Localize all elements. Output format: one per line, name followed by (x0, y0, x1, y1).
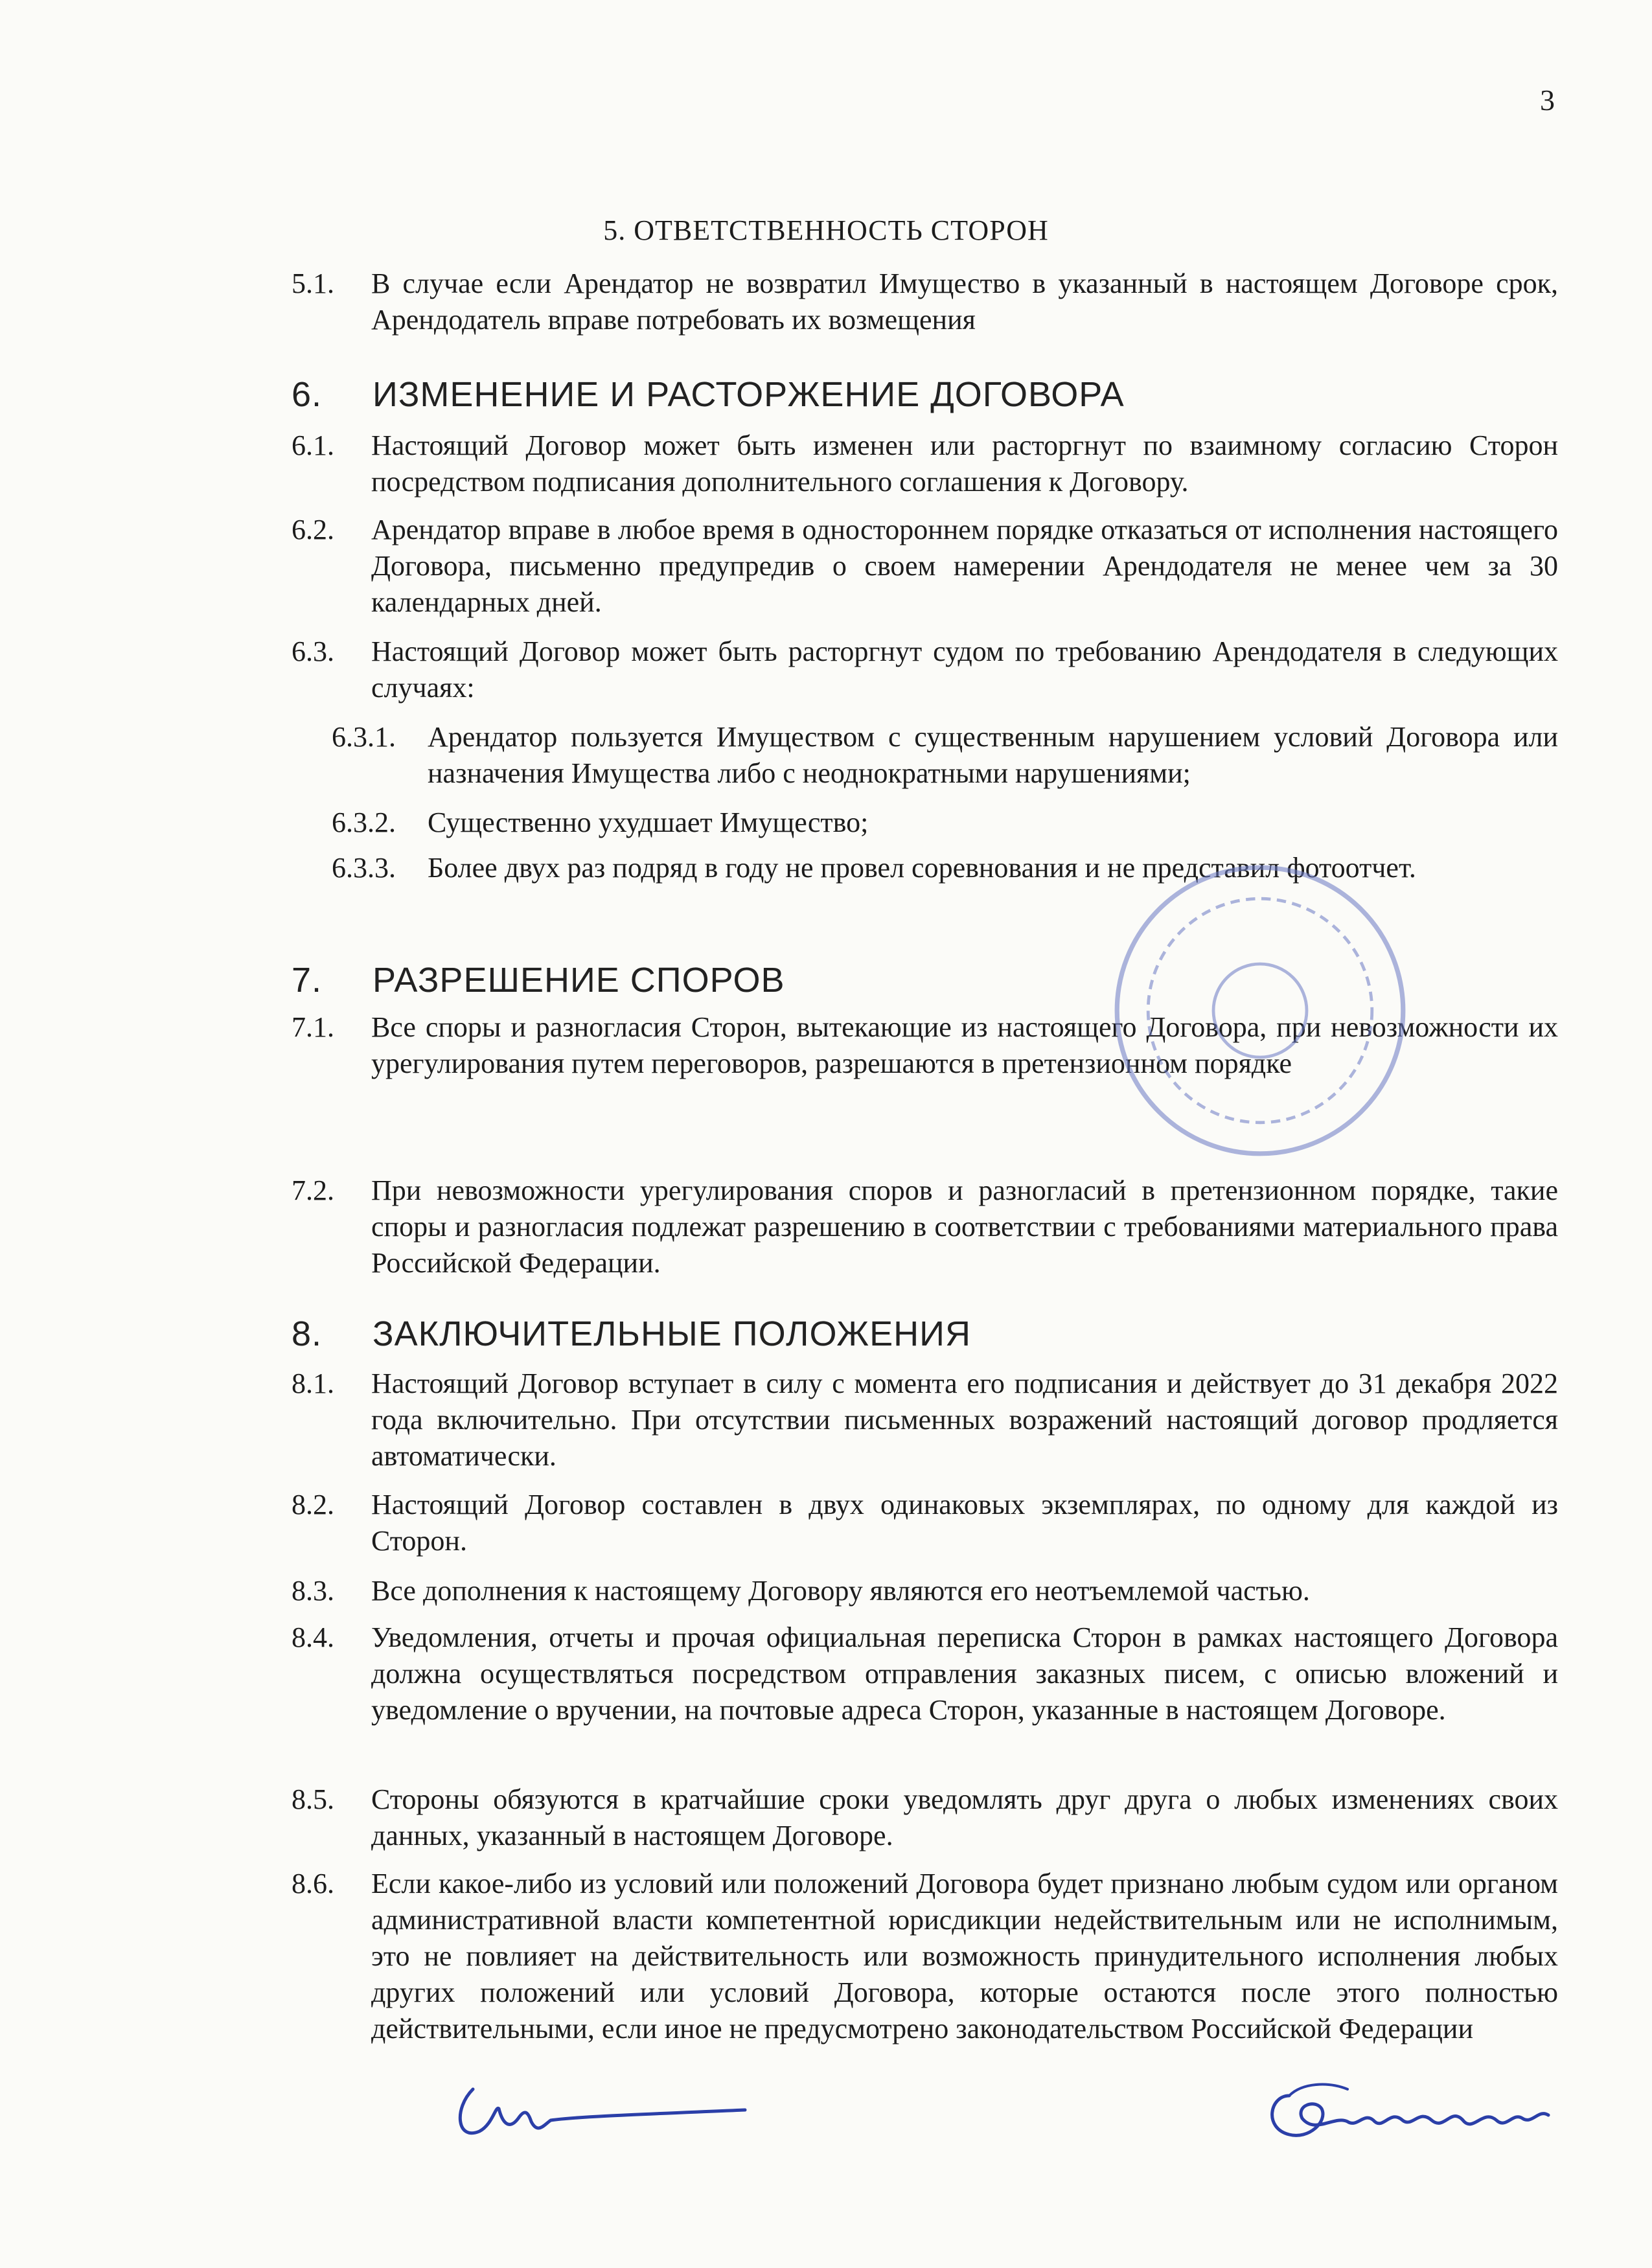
clause-number: 6.3.1. (332, 721, 396, 753)
clause-number: 8.2. (292, 1489, 334, 1520)
clause-6-3-1 (292, 719, 1558, 792)
clause-number: 8.1. (292, 1368, 334, 1399)
clause-number: 8.5. (292, 1783, 334, 1815)
clause-6-3 (292, 634, 1558, 706)
clause-text: Настоящий Договор может быть изменен или расторгнут по взаимному согласию Сторон посредством подписания дополнительного соглашения к Договору. (371, 430, 1558, 498)
clause-text: Все дополнения к настоящему Договору являются его неотъемлемой частью. (371, 1575, 1310, 1607)
clause-text: Настоящий Договор вступает в силу с момента его подписания и действует до 31 декабря 2022 года включительно. При отсутствии письменных возражений настоящий договор продляется автоматически. (371, 1368, 1558, 1472)
clause-number: 8.6. (292, 1868, 334, 1899)
clause-text: Настоящий Договор составлен в двух одинаковых экземплярах, по одному для каждой из Сторон. (371, 1489, 1558, 1557)
clause-number: 6.3.2. (332, 807, 396, 838)
clause-8-1 (292, 1366, 1558, 1474)
clause-number: 7.1. (292, 1011, 334, 1043)
clause-6-1 (292, 428, 1558, 500)
clause-text: Существенно ухудшает Имущество; (428, 807, 869, 838)
left-signature-icon (447, 2070, 758, 2154)
clause-text: Настоящий Договор может быть расторгнут судом по требованию Арендодателя в следующих случаях: (371, 636, 1558, 704)
section-number: 7. (292, 961, 323, 1000)
clause-number: 8.3. (292, 1575, 334, 1607)
clause-8-5 (292, 1781, 1558, 1854)
clause-number: 8.4. (292, 1621, 334, 1653)
clause-8-4 (292, 1620, 1558, 1728)
section-number: 8. (292, 1314, 323, 1353)
clause-5-1 (292, 266, 1558, 338)
right-signature-icon (1250, 2070, 1561, 2160)
clause-6-2 (292, 512, 1558, 621)
clause-number: 6.1. (292, 430, 334, 461)
clause-text: Уведомления, отчеты и прочая официальная переписка Сторон в рамках настоящего Договора должна осуществляться посредством отправления заказных писем, с описью вложений и уведомление о вручении, на почтовые адреса Сторон, указанные в настоящем Договоре. (371, 1621, 1558, 1726)
clause-6-3-2 (292, 805, 1558, 841)
clause-number: 7.2. (292, 1174, 334, 1206)
clause-7-2 (292, 1173, 1558, 1281)
clause-number: 6.2. (292, 514, 334, 545)
section-5-title: 5. ОТВЕТСТВЕННОСТЬ СТОРОН (603, 214, 1049, 246)
clause-8-6 (292, 1866, 1558, 2047)
clause-8-3 (292, 1573, 1558, 1609)
clause-text: Если какое-либо из условий или положений Договора будет признано любым судом или органом административной власти компетентной юрисдикции недействительным или не исполнимым, это не повлияет на действительность или возможность принудительного исполнения любых других положений или условий Договора, которые остаются после этого полностью действительными, если иное не предусмотрено законодательством Российской Федерации (371, 1868, 1558, 2045)
clause-8-2 (292, 1487, 1558, 1559)
clause-number: 6.3. (292, 636, 334, 667)
section-title: ЗАКЛЮЧИТЕЛЬНЫЕ ПОЛОЖЕНИЯ (373, 1314, 971, 1353)
clause-text: При невозможности урегулирования споров и разногласий в претензионном порядке, такие споры и разногласия подлежат разрешению в соответствии с требованиями материального права Российской Федерации. (371, 1174, 1558, 1279)
section-title: РАЗРЕШЕНИЕ СПОРОВ (373, 961, 785, 1000)
clause-text: Все споры и разногласия Сторон, вытекающие из настоящего Договора, при невозможности их урегулирования путем переговоров, разрешаются в претензионном порядке (371, 1011, 1558, 1079)
clause-text: В случае если Арендатор не возвратил Имущество в указанный в настоящем Договоре срок, Арендодатель вправе потребовать их возмещения (371, 268, 1558, 336)
page-number: 3 (1540, 84, 1555, 117)
section-title: ИЗМЕНЕНИЕ И РАСТОРЖЕНИЕ ДОГОВОРА (373, 375, 1125, 414)
section-number: 6. (292, 375, 323, 414)
clause-number: 6.3.3. (332, 852, 396, 884)
clause-number: 5.1. (292, 268, 334, 299)
clause-text: Арендатор вправе в любое время в одностороннем порядке отказаться от исполнения настоящего Договора, письменно предупредив о своем намерении Арендодателя не менее чем за 30 календарных дней. (371, 514, 1558, 618)
clause-text: Более двух раз подряд в году не провел соревнования и не представил фотоотчет. (428, 852, 1416, 884)
clause-text: Стороны обязуются в кратчайшие сроки уведомлять друг друга о любых изменениях своих данных, указанный в настоящем Договоре. (371, 1783, 1558, 1851)
clause-text: Арендатор пользуется Имуществом с существенным нарушением условий Договора или назначения Имущества либо с неоднократными нарушениями; (428, 721, 1558, 789)
stamp-seal-icon (1105, 855, 1416, 1166)
